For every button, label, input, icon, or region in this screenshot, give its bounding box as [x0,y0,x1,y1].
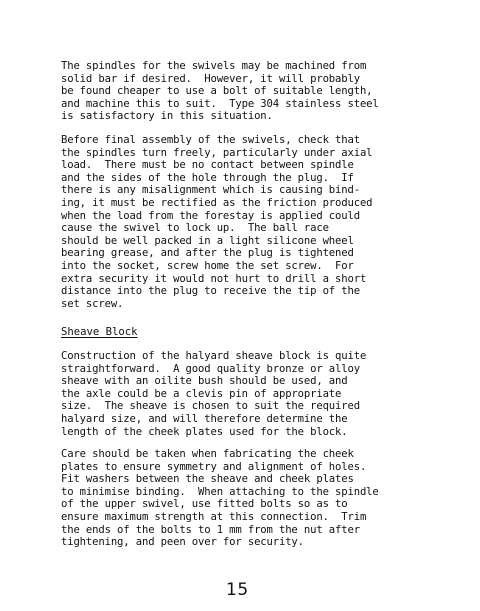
paragraph-spindles: The spindles for the swivels may be machined from solid bar if desired. However, it will probably be found cheaper to use a bolt of suitable length, and machine this to suit. Type 304 stainless steel is satisfactory in this situation. [61,60,379,123]
section-heading-sheave-block: Sheave Block [61,326,138,338]
page-number: 15 [226,580,249,600]
paragraph-final-assembly: Before final assembly of the swivels, check that the spindles turn freely, particularly under axial load. There must be no contact between spindle and the sides of the hole through the plug. If there is any misalignment which is causing bind- ing, it must be rectified as the friction produced when the load from the forestay is applied could cause the swivel to lock up. The ball race should be well packed in a light silicone wheel bearing grease, and after the plug is tightened into the socket, screw home the set screw. For extra security it would not hurt to drill a short distance into the plug to receive the tip of the set screw. [61,134,373,310]
paragraph-cheek-plates: Care should be taken when fabricating the cheek plates to ensure symmetry and alignment of holes. Fit washers between the sheave and cheek plates to minimise binding. When attaching to the spindle of the upper swivel, use fitted bolts so as to ensure maximum strength at this connection. Trim the ends of the bolts to 1 mm from the nut after tightening, and peen over for security. [61,448,379,549]
paragraph-sheave-construction: Construction of the halyard sheave block is quite straightforward. A good quality bronze or alloy sheave with an oilite bush should be used, and the axle could be a clevis pin of appropriate size. The sheave is chosen to suit the required halyard size, and will therefore determine the length of the cheek plates used for the block. [61,350,367,438]
